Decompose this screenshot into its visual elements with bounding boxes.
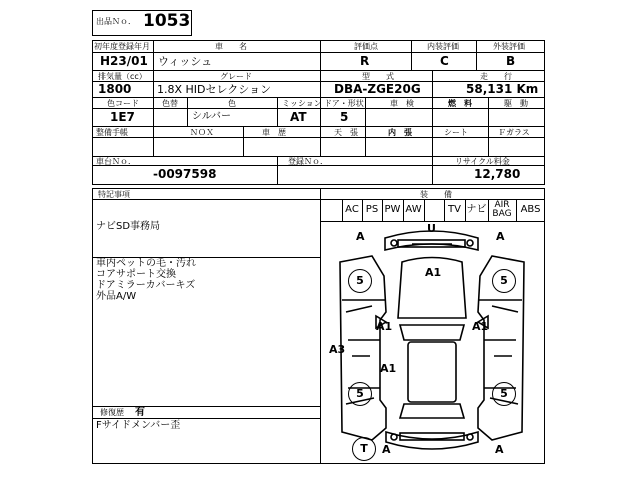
tire-front-right: 5 [492,269,516,293]
mission-label: ミッション [282,99,322,108]
equip-ac: AC [345,204,359,215]
color-label: 色 [228,99,236,108]
interior-score-label: 内装評価 [427,42,459,51]
equip-ps: PS [365,204,379,215]
mark-front-left: A [356,230,365,243]
displacement-label: 排気量（cc） [98,72,147,81]
car-name-label: 車 名 [215,42,247,51]
seat-label: シート [444,128,468,137]
manual-label: 整備手帳 [96,128,128,137]
note-line-5: 外品A/W [96,291,137,302]
note-line-3: コアサポート交換 [96,269,176,280]
mark-rear-left: A [382,443,391,456]
color-code-label: 色コード [107,99,139,108]
grade-value: 1.8X HIDセレクション [157,83,272,96]
interior-lining-label: 内 張 [388,128,412,137]
equipment-label: 装 備 [420,190,452,199]
capacity-label: 車 検 [390,99,414,108]
model-value: DBA-ZGE20G [334,82,421,96]
tire-rear-right: 5 [492,382,516,406]
roof-label: 天 張 [334,128,358,137]
equip-airbag: AIR BAG [492,200,512,219]
equip-tv: TV [448,204,461,215]
exterior-score-value: B [506,54,516,68]
door-label: ドア・形状 [324,99,364,108]
chassis-value: -0097598 [153,167,217,181]
equip-abs: ABS [520,204,541,215]
score-value: R [360,54,370,68]
repaint-label: 色替 [162,99,178,108]
recycle-label: リサイクル料金 [455,157,510,166]
chassis-label: 車台Ｎｏ． [96,157,136,166]
car-name-value: ウィッシュ [158,55,213,68]
mark-hood: A1 [425,266,442,279]
repair-detail: Fサイドメンバー歪 [96,420,181,431]
drive-label: 駆 動 [504,99,528,108]
mark-fender-right: A1 [472,320,489,333]
tire-rear-left: 5 [348,382,372,406]
exterior-score-label: 外装評価 [493,42,525,51]
nox-label: ＮＯＸ [190,128,214,137]
score-label: 評価点 [354,42,378,51]
mark-front-center: U [427,222,436,235]
repair-history-label: 修復歴 [100,408,124,417]
note-line-4: ドアミラーカバーキズ [96,280,196,291]
tire-front-left: 5 [348,269,372,293]
displacement-value: 1800 [98,82,132,96]
spare-tire: T [352,437,376,461]
listing-no-value: 1053 [143,11,191,31]
equip-pw: PW [384,204,401,215]
note-line-2: 車内ペットの毛・汚れ [96,258,196,269]
mark-side-left: A3 [329,343,346,356]
listing-no-label: 出品Ｎｏ． [96,17,136,26]
color-value: シルバー [192,111,232,122]
equip-aw: AW [405,204,422,215]
interior-score-value: C [440,54,449,68]
mileage-label: 走 行 [480,72,512,81]
color-code-value: 1E7 [110,110,135,124]
history-label: 車 歴 [262,128,286,137]
mark-door-rear-left: A1 [380,362,397,375]
recycle-value: 12,780 [474,167,521,181]
mark-rear-right: A [495,443,504,456]
model-label: 型 式 [362,72,394,81]
repair-history-value: 有 [135,407,145,418]
regno-label: 登録Ｎｏ． [288,157,328,166]
grade-label: グレード [220,72,252,81]
mileage-value: 58,131 Km [466,82,539,96]
mark-fender-left: A1 [376,320,393,333]
fuel-label: 燃 料 [448,99,472,108]
door-value: 5 [340,110,349,124]
glass-label: Ｆガラス [498,128,530,137]
reg-date-label: 初年度登録年月 [94,42,150,51]
equip-navi: ナビ [466,204,487,215]
mark-front-right: A [496,230,505,243]
mission-value: AT [290,110,307,124]
note-line-1: ナビSD事務局 [96,221,161,232]
notes-label: 特記事項 [98,190,130,199]
reg-date-value: H23/01 [100,54,148,68]
